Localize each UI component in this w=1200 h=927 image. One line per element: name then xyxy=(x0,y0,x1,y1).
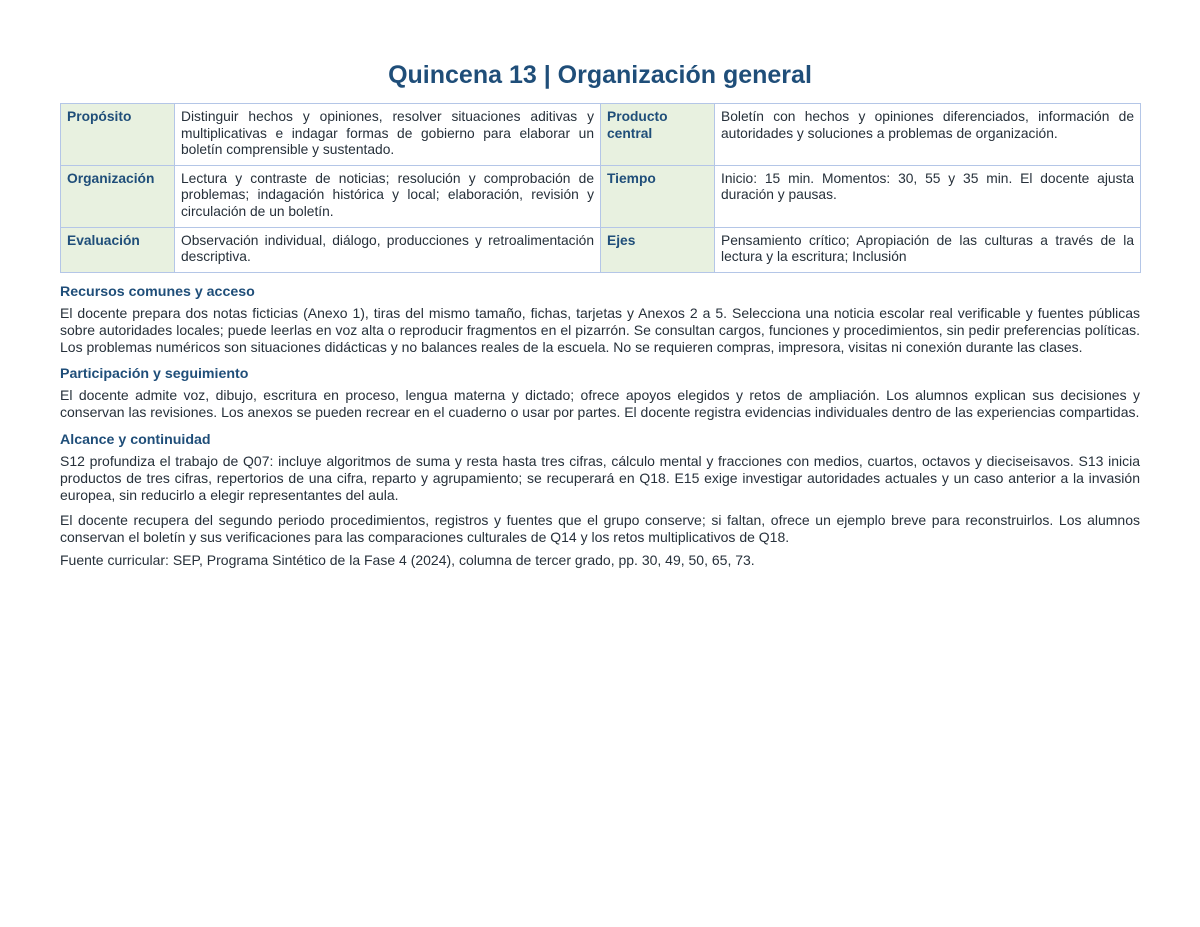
section-text-alcance-1: S12 profundiza el trabajo de Q07: incluye algoritmos de suma y resta hasta tres cifras, cálculo mental y fracciones con medios, cuartos, octavos y dieciseisavos. S13 inicia productos de tres cifras, repertorios de una cifra, reparto y agrupamiento; se recuperará en Q18. E15 exige investigar autoridades actuales y un caso anterior a la invasión europea, sin reducirlo a elegir representantes del aula. xyxy=(60,453,1140,504)
label-producto-central: Producto central xyxy=(601,104,715,166)
label-tiempo: Tiempo xyxy=(601,165,715,227)
value-ejes: Pensamiento crítico; Apropiación de las culturas a través de la lectura y la escritura; Inclusión xyxy=(715,227,1141,272)
label-evaluacion: Evaluación xyxy=(61,227,175,272)
value-evaluacion: Observación individual, diálogo, producciones y retroalimentación descriptiva. xyxy=(175,227,601,272)
section-text-recursos: El docente prepara dos notas ficticias (Anexo 1), tiras del mismo tamaño, fichas, tarjetas y Anexos 2 a 5. Selecciona una noticia escolar real verificable y fuentes públicas sobre autoridades locales; puede leerlas en voz alta o reproducir fragmentos en el pizarrón. Se consultan cargos, funciones y procedimientos, sin pedir preferencias políticas. Los problemas numéricos son situaciones didácticas y no balances reales de la escuela. No se requieren compras, impresora, visitas ni conexión durante las clases. xyxy=(60,304,1140,355)
label-ejes: Ejes xyxy=(601,227,715,272)
value-proposito: Distinguir hechos y opiniones, resolver situaciones aditivas y multiplicativas e indagar formas de gobierno para elaborar un boletín comprensible y sustentado. xyxy=(175,104,601,166)
table-row xyxy=(61,165,1141,227)
label-proposito: Propósito xyxy=(61,104,175,166)
value-producto-central: Boletín con hechos y opiniones diferenciados, información de autoridades y soluciones a problemas de organización. xyxy=(715,104,1141,166)
label-organizacion: Organización xyxy=(61,165,175,227)
section-text-participacion: El docente admite voz, dibujo, escritura en proceso, lengua materna y dictado; ofrece apoyos elegidos y retos de ampliación. Los alumnos explican sus decisiones y conservan las revisiones. Los anexos se pueden recrear en el cuaderno o usar por partes. El docente registra evidencias individuales dentro de las experiencias compartidas. xyxy=(60,387,1140,421)
section-heading-alcance: Alcance y continuidad xyxy=(60,432,211,449)
source-citation: Fuente curricular: SEP, Programa Sintético de la Fase 4 (2024), columna de tercer grado, pp. 30, 49, 50, 65, 73. xyxy=(60,551,755,568)
section-heading-recursos: Recursos comunes y acceso xyxy=(60,283,255,300)
value-tiempo: Inicio: 15 min. Momentos: 30, 55 y 35 min. El docente ajusta duración y pausas. xyxy=(715,165,1141,227)
value-organizacion: Lectura y contraste de noticias; resolución y comprobación de problemas; indagación histórica y local; elaboración, revisión y circulación de un boletín. xyxy=(175,165,601,227)
table-row xyxy=(61,104,1141,166)
table-row xyxy=(61,227,1141,272)
organization-table xyxy=(60,103,1141,273)
section-heading-participacion: Participación y seguimiento xyxy=(60,366,249,383)
page-title: Quincena 13 | Organización general xyxy=(388,61,812,89)
section-text-alcance-2: El docente recupera del segundo periodo procedimientos, registros y fuentes que el grupo conserve; si faltan, ofrece un ejemplo breve para reconstruirlos. Los alumnos conservan el boletín y sus verificaciones para las comparaciones culturales de Q14 y los retos multiplicativos de Q18. xyxy=(60,512,1140,545)
document-page xyxy=(60,58,1140,575)
